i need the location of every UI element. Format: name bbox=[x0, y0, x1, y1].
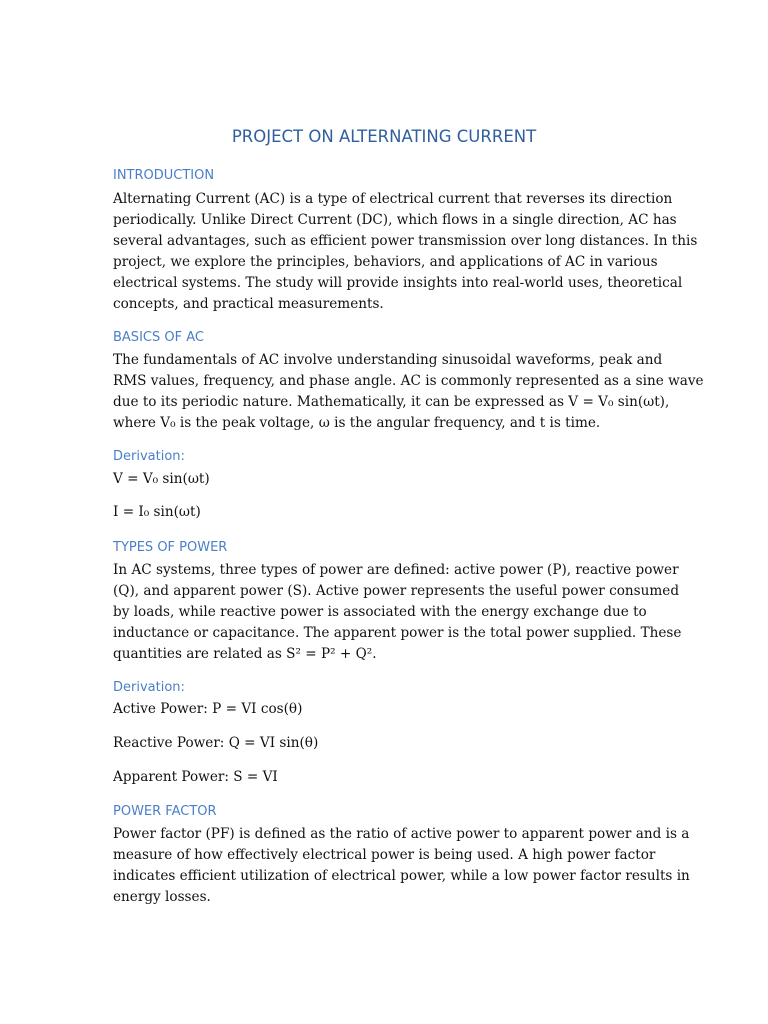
paragraph-line: The fundamentals of AC involve understanding sinusoidal waveforms, peak and bbox=[113, 352, 663, 368]
active-power-equation: Active Power: P = VI cos(θ) bbox=[113, 701, 303, 717]
voltage-equation: V = V₀ sin(ωt) bbox=[113, 471, 210, 487]
paragraph-line: quantities are related as S² = P² + Q². bbox=[113, 646, 377, 662]
paragraph-line: (Q), and apparent power (S). Active power represents the useful power consumed bbox=[113, 583, 680, 599]
paragraph-line: measure of how effectively electrical power is being used. A high power factor bbox=[113, 847, 656, 863]
current-equation: I = I₀ sin(ωt) bbox=[113, 504, 201, 520]
paragraph-line: Power factor (PF) is defined as the ratio of active power to apparent power and is a bbox=[113, 826, 690, 842]
basics-paragraph bbox=[113, 350, 704, 434]
paragraph-line: concepts, and practical measurements. bbox=[113, 296, 384, 312]
power-factor-paragraph bbox=[113, 824, 690, 908]
paragraph-line: Alternating Current (AC) is a type of electrical current that reverses its direction bbox=[113, 191, 673, 207]
types-of-power-paragraph bbox=[113, 560, 682, 665]
paragraph-line: periodically. Unlike Direct Current (DC), which flows in a single direction, AC has bbox=[113, 212, 677, 228]
reactive-power-equation: Reactive Power: Q = VI sin(θ) bbox=[113, 735, 319, 751]
paragraph-line: inductance or capacitance. The apparent power is the total power supplied. These bbox=[113, 625, 682, 641]
section-heading-introduction: INTRODUCTION bbox=[113, 168, 215, 183]
section-heading-power-factor: POWER FACTOR bbox=[113, 804, 217, 819]
paragraph-line: project, we explore the principles, behaviors, and applications of AC in various bbox=[113, 254, 658, 270]
apparent-power-equation: Apparent Power: S = VI bbox=[113, 769, 278, 785]
paragraph-line: by loads, while reactive power is associated with the energy exchange due to bbox=[113, 604, 647, 620]
paragraph-line: RMS values, frequency, and phase angle. AC is commonly represented as a sine wave bbox=[113, 373, 704, 389]
paragraph-line: electrical systems. The study will provide insights into real-world uses, theoretical bbox=[113, 275, 683, 291]
section-heading-types-of-power: TYPES OF POWER bbox=[113, 540, 228, 555]
derivation-heading: Derivation: bbox=[113, 449, 185, 464]
paragraph-line: due to its periodic nature. Mathematically, it can be expressed as V = V₀ sin(ωt), bbox=[113, 394, 670, 410]
paragraph-line: energy losses. bbox=[113, 889, 211, 905]
section-heading-basics-of-ac: BASICS OF AC bbox=[113, 330, 204, 345]
document-title: PROJECT ON ALTERNATING CURRENT bbox=[231, 127, 537, 146]
paragraph-line: indicates efficient utilization of electrical power, while a low power factor results in bbox=[113, 868, 690, 884]
introduction-paragraph bbox=[113, 189, 698, 315]
derivation-heading: Derivation: bbox=[113, 680, 185, 695]
paragraph-line: several advantages, such as efficient power transmission over long distances. In this bbox=[113, 233, 698, 249]
paragraph-line: In AC systems, three types of power are defined: active power (P), reactive power bbox=[113, 562, 679, 578]
paragraph-line: where V₀ is the peak voltage, ω is the angular frequency, and t is time. bbox=[113, 415, 601, 431]
